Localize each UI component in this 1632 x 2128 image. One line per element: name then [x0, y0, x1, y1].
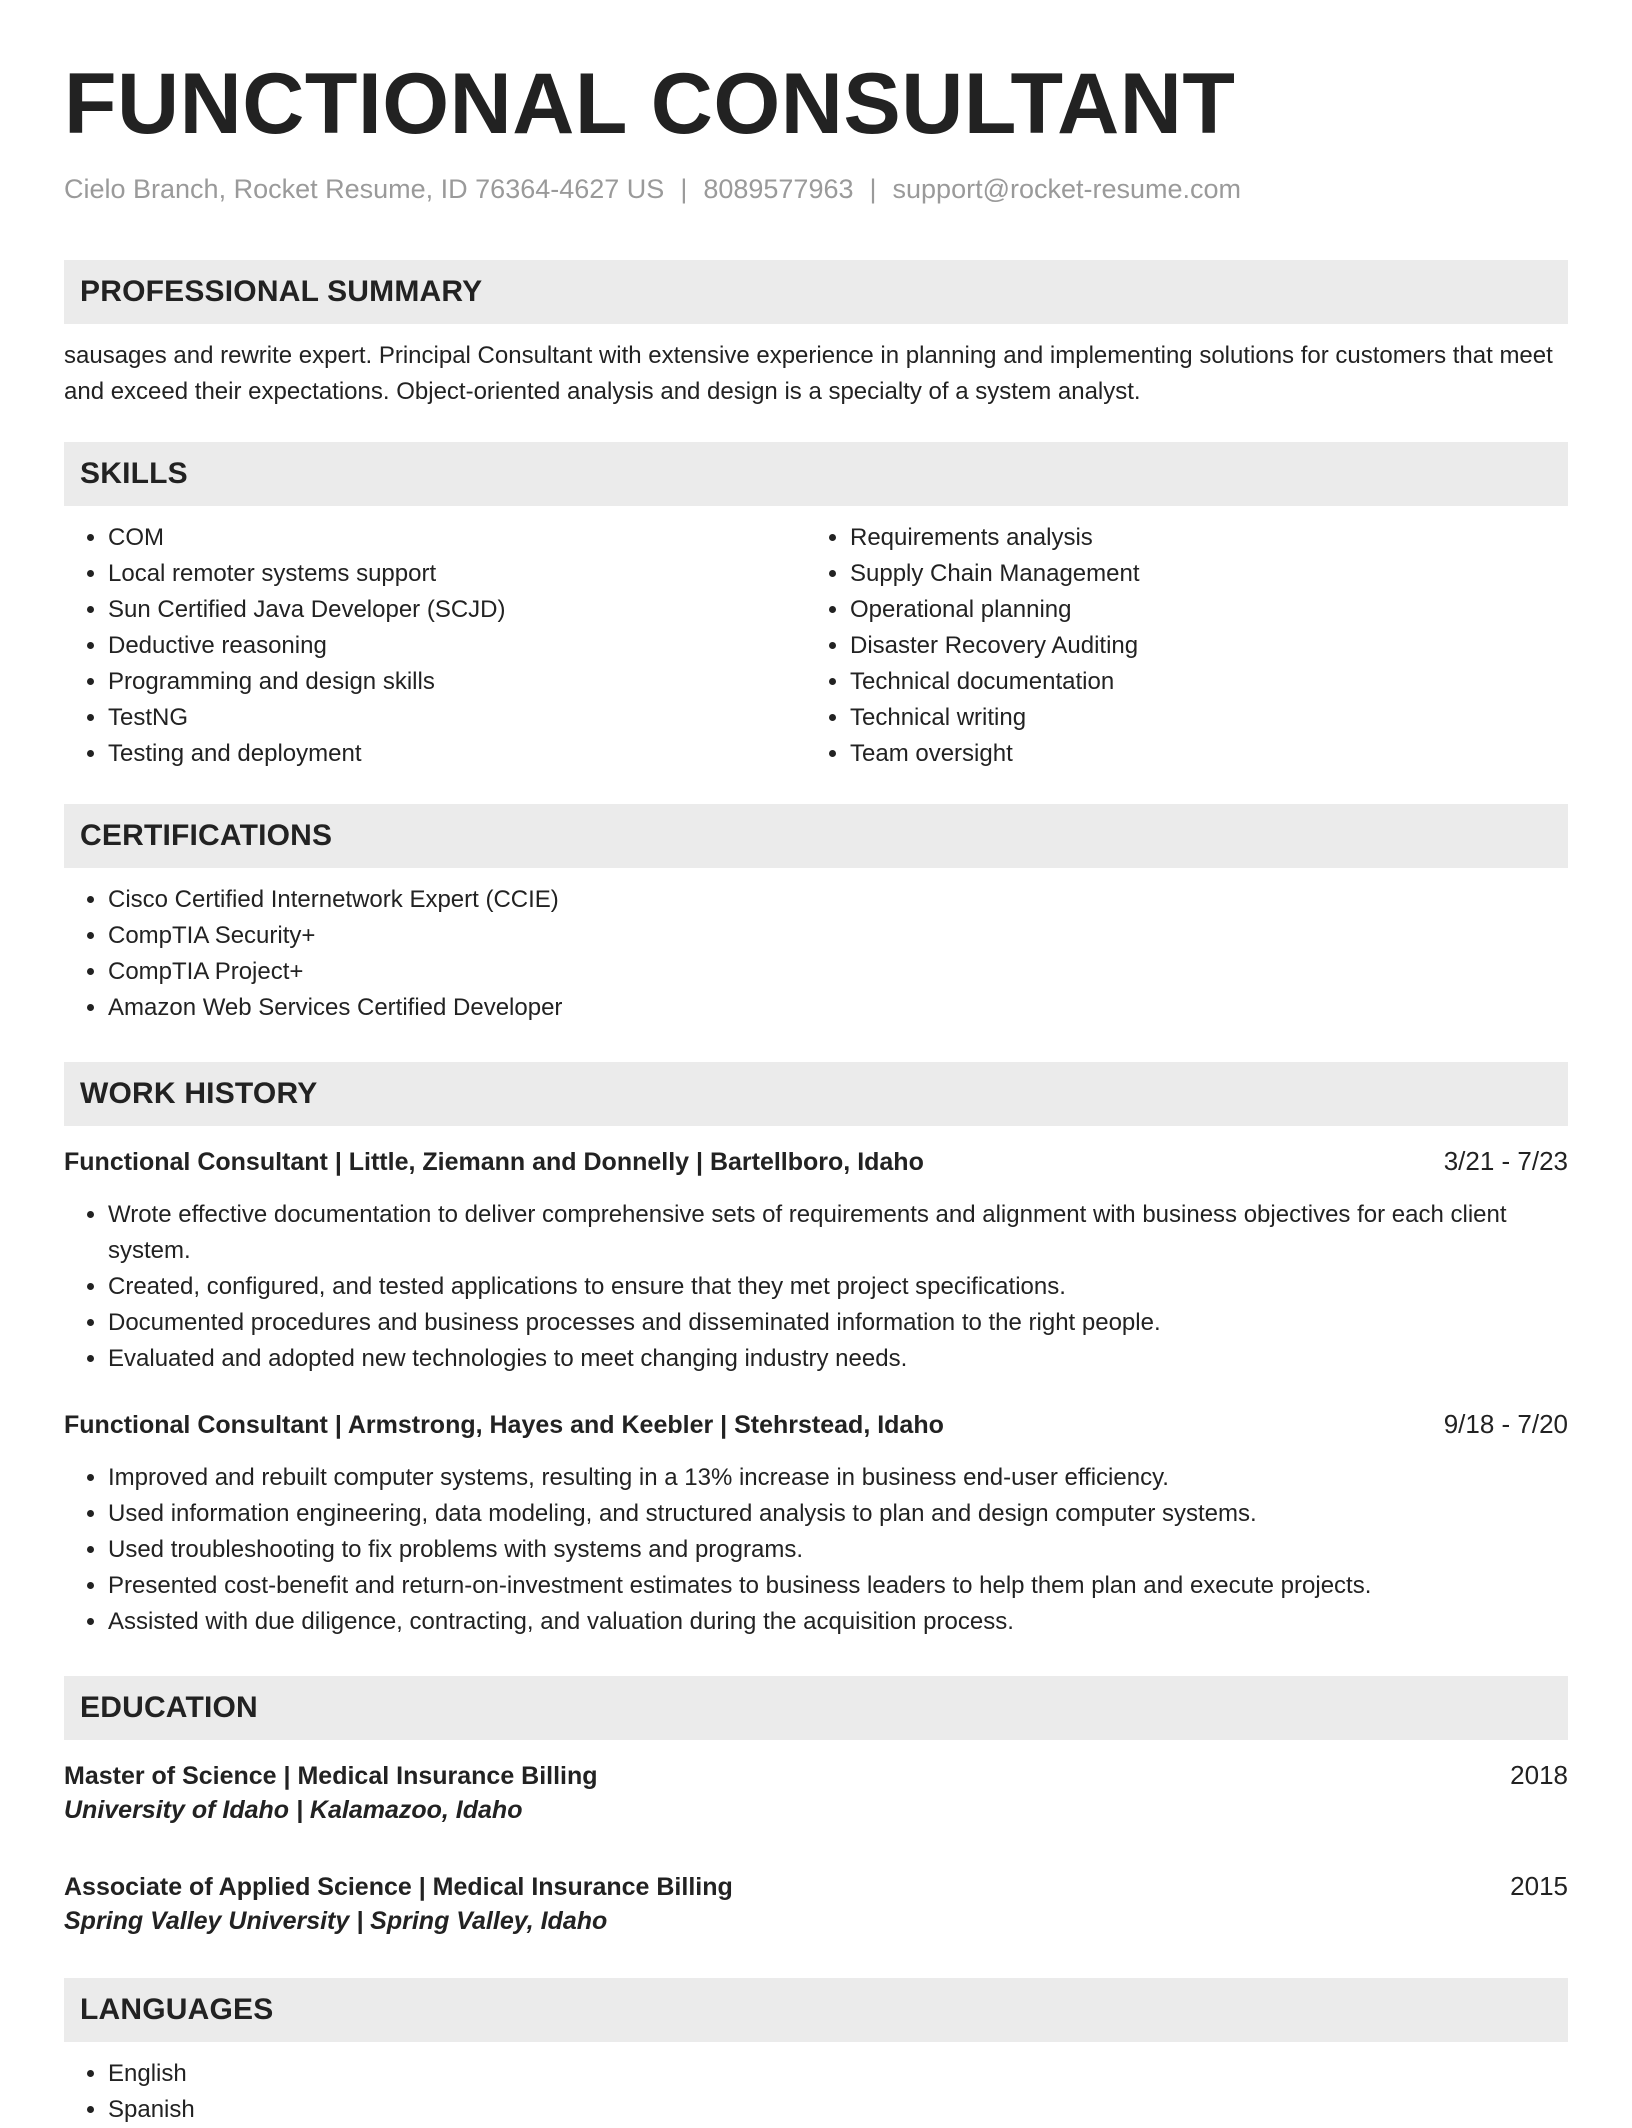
skill-item: • Operational planning	[850, 592, 1548, 628]
certification-item: • Amazon Web Services Certified Developer	[108, 990, 1568, 1026]
summary-section	[64, 260, 1568, 410]
skill-item: • Local remoter systems support	[108, 556, 806, 592]
job-bullet: • Assisted with due diligence, contracting, and valuation during the acquisition process.	[108, 1604, 1568, 1640]
certification-item: • CompTIA Security+	[108, 918, 1568, 954]
job-dates: 3/21 - 7/23	[1443, 1146, 1568, 1176]
job-entry	[64, 1144, 1568, 1377]
summary-text: sausages and rewrite expert. Principal Consultant with extensive experience in planning and implementing solutions for customers that meet and exceed their expectations. Object-oriented analysis and design is a specialty of a system analyst.	[64, 342, 1553, 405]
job-bullet: • Created, configured, and tested applications to ensure that they met project specifications.	[108, 1269, 1568, 1305]
education-year: 2018	[1510, 1760, 1568, 1790]
job-bullet: • Evaluated and adopted new technologies to meet changing industry needs.	[108, 1341, 1568, 1377]
skill-item: • TestNG	[108, 700, 806, 736]
resume-name: FUNCTIONAL CONSULTANT	[64, 56, 1236, 152]
skills-columns	[64, 520, 1568, 772]
skill-item: • Technical documentation	[850, 664, 1548, 700]
language-item: • English	[108, 2056, 1568, 2092]
education-school: Spring Valley University | Spring Valley, Idaho	[64, 1907, 608, 1935]
education-degree: Associate of Applied Science | Medical Insurance Billing	[64, 1873, 733, 1901]
contact-phone[interactable]: 8089577963	[703, 174, 854, 204]
contact-separator: |	[869, 174, 877, 204]
certification-item: • CompTIA Project+	[108, 954, 1568, 990]
contact-email[interactable]: support@rocket-resume.com	[892, 174, 1242, 204]
job-bullet: • Improved and rebuilt computer systems, resulting in a 13% increase in business end-user efficiency.	[108, 1460, 1568, 1496]
education-year: 2015	[1510, 1871, 1568, 1901]
skills-heading: SKILLS	[64, 442, 1568, 506]
certifications-section	[64, 804, 1568, 1026]
contact-separator: |	[680, 174, 688, 204]
skill-item: • COM	[108, 520, 806, 556]
job-header	[64, 1407, 1568, 1442]
language-item: • Spanish	[108, 2092, 1568, 2128]
job-bullet: • Presented cost-benefit and return-on-investment estimates to business leaders to help them plan and execute projects.	[108, 1568, 1568, 1604]
job-title: Functional Consultant | Armstrong, Hayes and Keebler | Stehrstead, Idaho	[64, 1411, 944, 1439]
job-bullet: • Used troubleshooting to fix problems with systems and programs.	[108, 1532, 1568, 1568]
certification-item: • Cisco Certified Internetwork Expert (CCIE)	[108, 882, 1568, 918]
education-section	[64, 1676, 1568, 1938]
job-header	[64, 1144, 1568, 1179]
skill-item: • Programming and design skills	[108, 664, 806, 700]
education-header	[64, 1758, 1568, 1793]
job-dates: 9/18 - 7/20	[1443, 1409, 1568, 1439]
certifications-heading: CERTIFICATIONS	[64, 804, 1568, 868]
work-history-section	[64, 1062, 1568, 1640]
education-header	[64, 1869, 1568, 1904]
skill-item: • Requirements analysis	[850, 520, 1548, 556]
skill-item: • Disaster Recovery Auditing	[850, 628, 1548, 664]
skill-item: • Technical writing	[850, 700, 1548, 736]
education-entry	[64, 1758, 1568, 1827]
skills-column-left	[64, 520, 806, 772]
summary-heading: PROFESSIONAL SUMMARY	[64, 260, 1568, 324]
job-entry	[64, 1407, 1568, 1640]
languages-heading: LANGUAGES	[64, 1978, 1568, 2042]
contact-line	[64, 172, 1568, 206]
education-school: University of Idaho | Kalamazoo, Idaho	[64, 1796, 523, 1824]
skill-item: • Testing and deployment	[108, 736, 806, 772]
languages-section	[64, 1978, 1568, 2128]
education-degree: Master of Science | Medical Insurance Billing	[64, 1762, 598, 1790]
skill-item: • Deductive reasoning	[108, 628, 806, 664]
job-title: Functional Consultant | Little, Ziemann and Donnelly | Bartellboro, Idaho	[64, 1148, 924, 1176]
education-entry	[64, 1869, 1568, 1938]
work-history-heading: WORK HISTORY	[64, 1062, 1568, 1126]
job-bullet: • Documented procedures and business processes and disseminated information to the right people.	[108, 1305, 1568, 1341]
education-heading: EDUCATION	[64, 1676, 1568, 1740]
skill-item: • Sun Certified Java Developer (SCJD)	[108, 592, 806, 628]
job-bullet: • Wrote effective documentation to deliver comprehensive sets of requirements and alignment with business objectives for each client system.	[108, 1197, 1568, 1269]
contact-address: Cielo Branch, Rocket Resume, ID 76364-4627 US	[64, 174, 665, 204]
skills-section	[64, 442, 1568, 772]
skill-item: • Team oversight	[850, 736, 1548, 772]
skill-item: • Supply Chain Management	[850, 556, 1548, 592]
skills-column-right	[806, 520, 1548, 772]
job-bullet: • Used information engineering, data modeling, and structured analysis to plan and design computer systems.	[108, 1496, 1568, 1532]
